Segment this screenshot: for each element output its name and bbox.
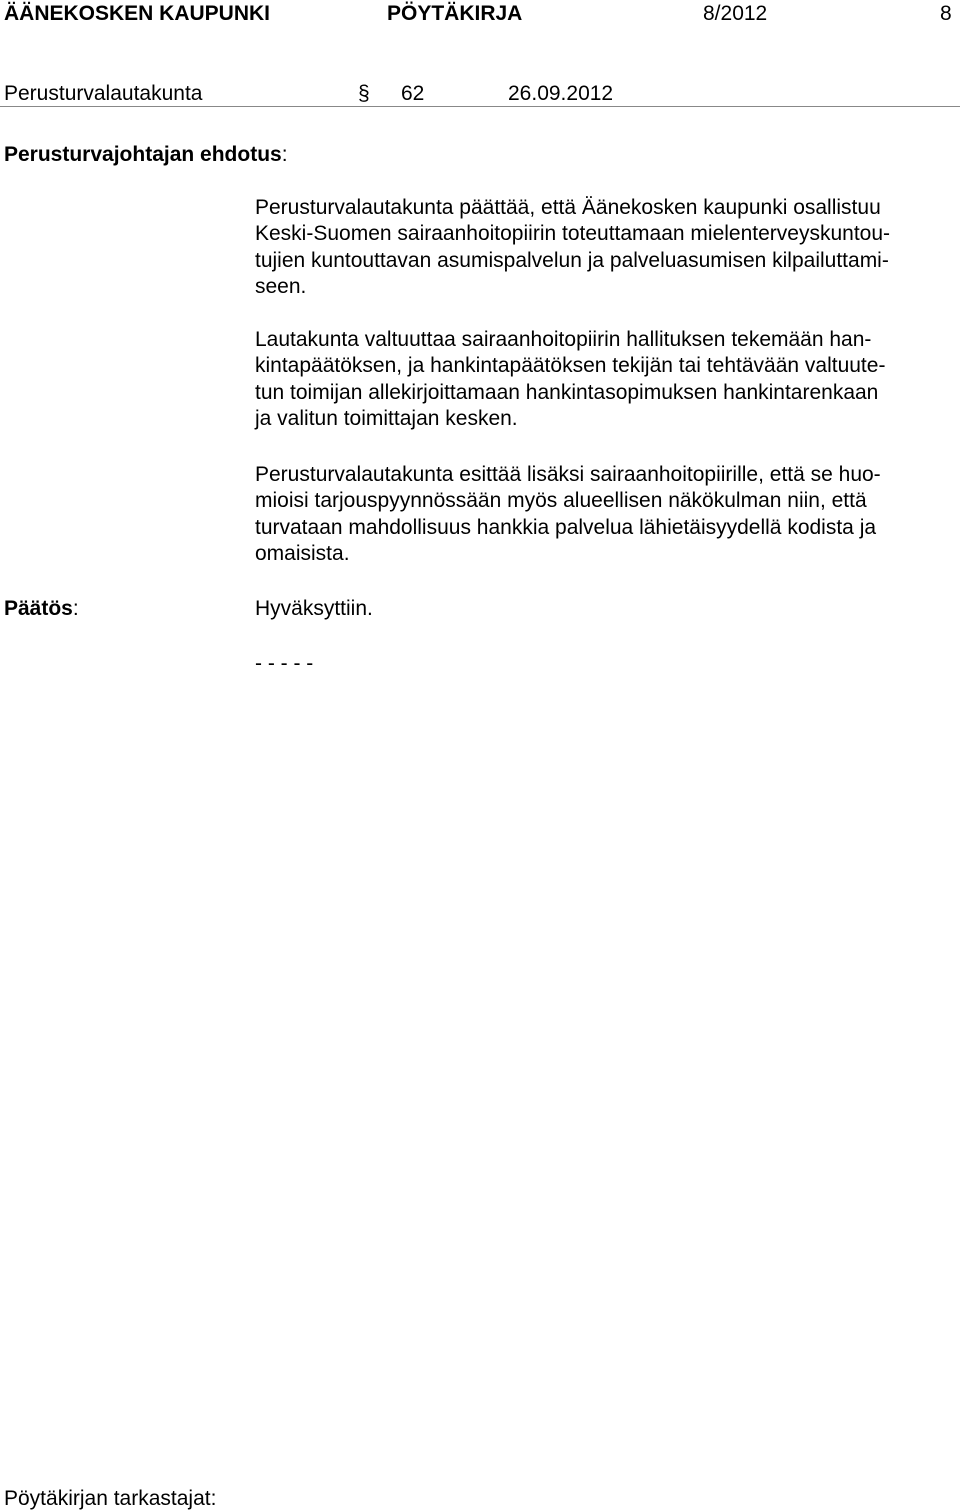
paragraph-line: turvataan mahdollisuus hankkia palvelua lähietäisyydellä kodista ja	[255, 515, 877, 539]
paragraph-line: kintapäätöksen, ja hankintapäätöksen tekijän tai tehtävään valtuute-	[255, 354, 886, 378]
page-number: 8	[940, 2, 952, 25]
proposal-paragraph-3	[255, 462, 945, 567]
paragraph-line: tun toimijan allekirjoittamaan hankintasopimuksen hankintarenkaan	[255, 380, 879, 404]
decision-label-colon: :	[72, 597, 79, 620]
proposal-paragraph-2	[255, 327, 945, 432]
paragraph-line: tujien kuntouttavan asumispalvelun ja palveluasumisen kilpailuttami-	[255, 248, 889, 272]
proposal-label-text: Perusturvajohtajan ehdotus	[4, 143, 282, 166]
paragraph-line: seen.	[255, 274, 307, 298]
paragraph-line: ja valitun toimittajan kesken.	[255, 406, 518, 430]
section-symbol: §	[358, 82, 370, 105]
document-number: 8/2012	[703, 2, 768, 25]
paragraph-line: Perusturvalautakunta esittää lisäksi sairaanhoitopiirille, että se huo-	[255, 463, 881, 486]
decision-text: Hyväksyttiin.	[255, 597, 373, 620]
committee-name: Perusturvalautakunta	[4, 82, 203, 105]
paragraph-line: Perusturvalautakunta päättää, että Äänekosken kaupunki osallistuu	[255, 196, 881, 219]
section-separator: - - - - -	[255, 652, 314, 675]
document-type: PÖYTÄKIRJA	[387, 2, 523, 25]
paragraph-line: Keski-Suomen sairaanhoitopiirin toteuttamaan mielenterveyskuntou-	[255, 222, 891, 246]
paragraph-line: Lautakunta valtuuttaa sairaanhoitopiirin hallituksen tekemään han-	[255, 328, 872, 351]
paragraph-line: mioisi tarjouspyynnössään myös alueellisen näkökulman niin, että	[255, 489, 867, 513]
section-number: 62	[401, 82, 425, 105]
proposal-paragraph-1	[255, 195, 945, 300]
proposal-label-colon: :	[281, 143, 288, 166]
header-divider	[0, 106, 960, 107]
decision-label-text: Päätös	[4, 597, 73, 620]
paragraph-line: omaisista.	[255, 541, 350, 565]
decision-label	[4, 597, 79, 621]
reviewers-label: Pöytäkirjan tarkastajat:	[4, 1487, 217, 1510]
organization-name: ÄÄNEKOSKEN KAUPUNKI	[4, 2, 271, 25]
proposal-label	[4, 143, 288, 167]
meeting-date: 26.09.2012	[508, 82, 614, 105]
